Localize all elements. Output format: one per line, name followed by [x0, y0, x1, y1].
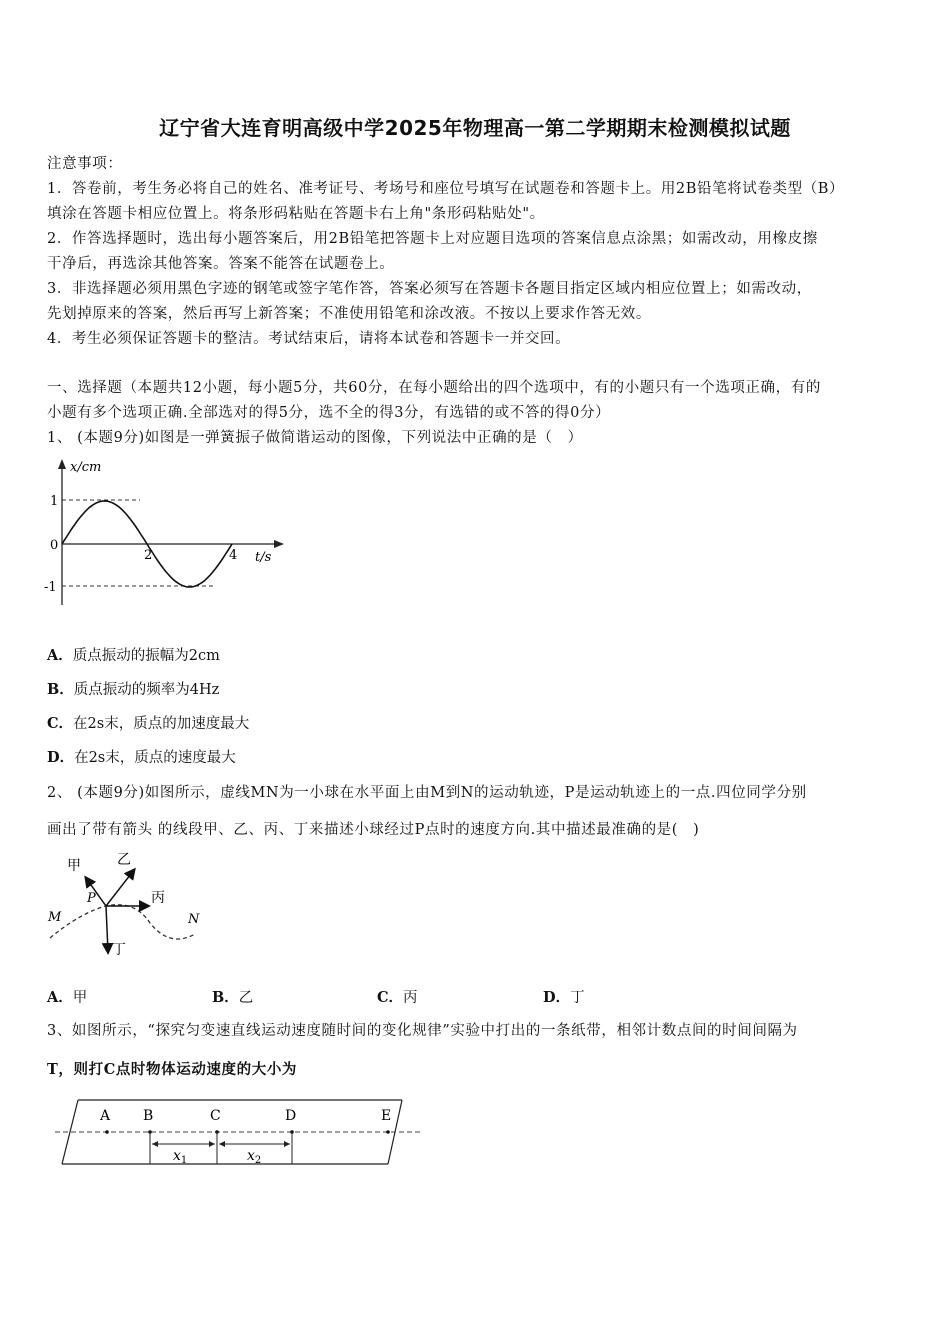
tick-y-0: 0 — [50, 538, 59, 553]
label-n: N — [188, 912, 200, 927]
tick-y-1: 1 — [50, 494, 59, 509]
tape-point-d: D — [285, 1108, 297, 1124]
notice-line: 先划掉原来的答案，然后再写上新答案；不准使用铅笔和涂改液。不按以上要求作答无效。 — [47, 306, 651, 322]
notice-line: 4．考生必须保证答题卡的整洁。考试结束后，请将本试卷和答题卡一并交回。 — [47, 331, 571, 347]
notice-line: 干净后，再选涂其他答案。答案不能答在试题卷上。 — [47, 256, 395, 272]
q1-stem: 1、 (本题9分)如图是一弹簧振子做简谐运动的图像，下列说法中正确的是（ ） — [47, 430, 583, 446]
q1-graph — [40, 455, 300, 615]
tape-point-a: A — [100, 1108, 111, 1124]
page-title: 辽宁省大连育明高级中学2025年物理高一第二学期期末检测模拟试题 — [159, 116, 791, 140]
label-bing: 丙 — [151, 890, 165, 906]
q2-stem: 2、 (本题9分)如图所示，虚线MN为一小球在水平面上由M到N的运动轨迹，P是运动轨迹上的一点.四位同学分别 — [47, 785, 807, 801]
q1-option-b: B．质点振动的频率为4Hz — [47, 681, 220, 698]
label-m: M — [48, 910, 62, 925]
section-header: 一、选择题（本题共12小题，每小题5分，共60分，在每小题给出的四个选项中，有的小题只有一个选项正确，有的 — [47, 380, 821, 396]
tape-x2-label: $x_2$ — [247, 1148, 262, 1166]
q2-figure — [40, 848, 220, 968]
notice-line: 3．非选择题必须用黑色字迹的钢笔或签字笔作答，答案必须写在答题卡各题目指定区域内相应位置上；如需改动， — [47, 281, 812, 297]
tape-point-b: B — [143, 1108, 154, 1124]
x-axis-label: t/s — [255, 550, 272, 565]
tape-point-e: E — [381, 1108, 392, 1124]
q3-stem: T，则打C点时物体运动速度的大小为 — [47, 1061, 298, 1078]
tick-y-neg1: -1 — [44, 580, 57, 595]
q3-stem: 3、如图所示，“探究匀变速直线运动速度随时间的变化规律”实验中打出的一条纸带，相邻计数点间的时间间隔为 — [47, 1023, 798, 1039]
label-ding: 丁 — [112, 942, 126, 958]
q1-option-d: D．在2s末，质点的速度最大 — [47, 749, 236, 766]
section-header: 小题有多个选项正确.全部选对的得5分，选不全的得3分，有选错的或不答的得0分） — [47, 405, 611, 421]
label-p: P — [87, 891, 96, 906]
q1-option-c: C．在2s末，质点的加速度最大 — [47, 715, 250, 732]
notice-line: 1．答卷前，考生务必将自己的姓名、准考证号、考场号和座位号填写在试题卷和答题卡上。用2B铅笔将试卷类型（B） — [47, 181, 845, 197]
notice-line: 填涂在答题卡相应位置上。将条形码粘贴在答题卡右上角"条形码粘贴处"。 — [47, 206, 545, 222]
q2-option-b: B．乙 — [212, 989, 254, 1006]
tape-x1-label: $x_1$ — [173, 1148, 188, 1166]
tick-x-4: 4 — [229, 548, 238, 563]
q2-option-a: A．甲 — [47, 989, 88, 1006]
label-jia: 甲 — [67, 858, 81, 874]
q1-option-a: A．质点振动的振幅为2cm — [47, 647, 220, 664]
notice-line: 2．作答选择题时，选出每小题答案后，用2B铅笔把答题卡上对应题目选项的答案信息点涂黑；如需改动，用橡皮擦 — [47, 231, 818, 247]
y-axis-label: x/cm — [70, 460, 102, 475]
q3-tape — [50, 1092, 430, 1172]
label-yi: 乙 — [117, 852, 131, 868]
q2-stem: 画出了带有箭头 的线段甲、乙、丙、丁来描述小球经过P点时的速度方向.其中描述最准确的是( ) — [47, 822, 700, 838]
tick-x-2: 2 — [144, 548, 153, 563]
notice-heading: 注意事项： — [47, 156, 123, 172]
q2-option-d: D．丁 — [543, 989, 585, 1006]
q2-option-c: C．丙 — [377, 989, 418, 1006]
tape-point-c: C — [210, 1108, 221, 1124]
